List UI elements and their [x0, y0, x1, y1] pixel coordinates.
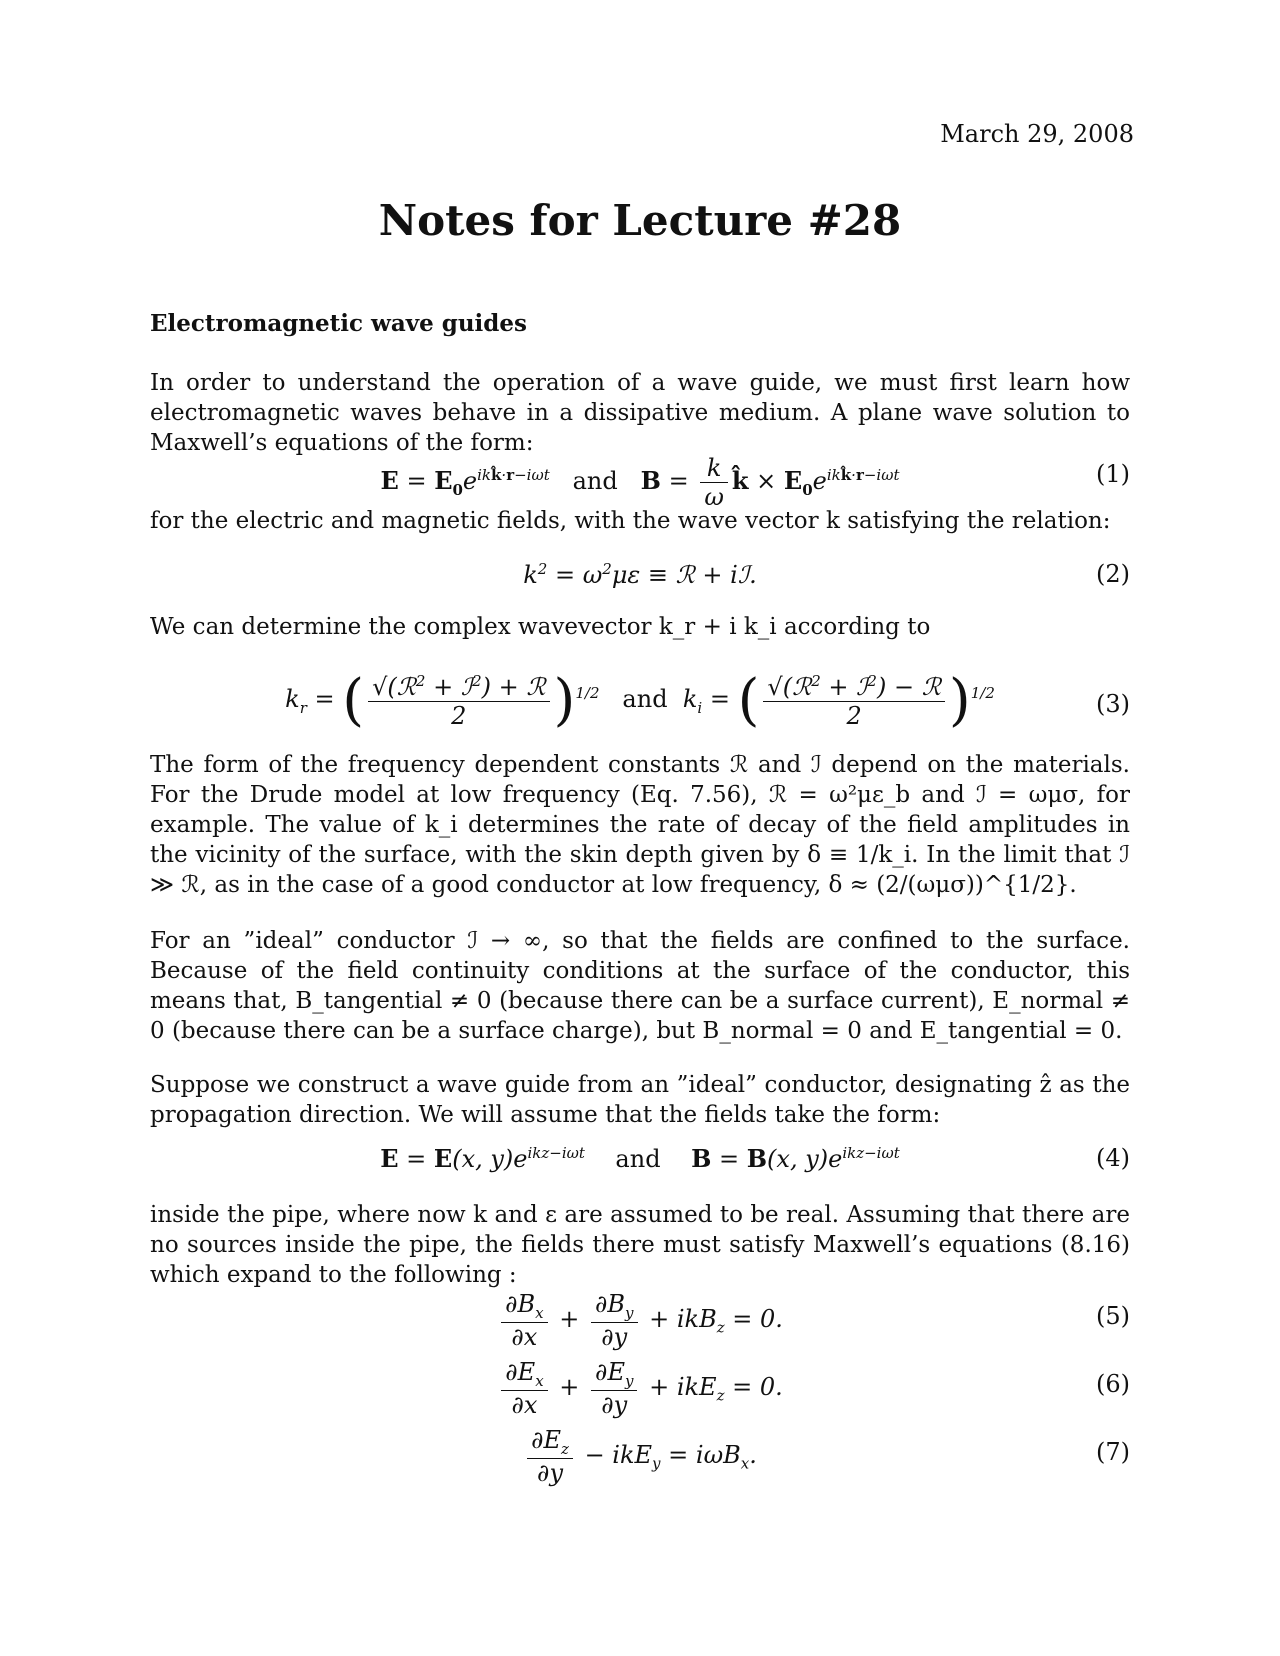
paragraph-6: Suppose we construct a wave guide from an ”ideal” conductor, designating ẑ as the propagation direction. We will assume that the fields take the form: [150, 1072, 1130, 1128]
equation-1 [150, 448, 1130, 511]
equation-4-number: (4) [1096, 1144, 1130, 1172]
equation-2-number: (2) [1096, 560, 1130, 588]
equation-2-body: $k^2 = \omega^2\mu\varepsilon$ ≡ ℛ + iℐ. [523, 560, 757, 589]
equation-7-number: (7) [1096, 1438, 1130, 1466]
paragraph-1: In order to understand the operation of a wave guide, we must first learn how electromagnetic waves behave in a dissipative medium. A plane wave solution to Maxwell’s equations of the form: [150, 370, 1130, 456]
equation-5-number: (5) [1096, 1302, 1130, 1330]
date: March 29, 2008 [940, 120, 1134, 148]
equation-2 [150, 556, 1130, 616]
paragraph-4: The form of the frequency dependent constants ℛ and ℐ depend on the materials. For the Drude model at low frequency (Eq. 7.56), ℛ = ω²με_b and ℐ = ωμσ, for example. The value of k_i determines the rate of decay of the field amplitudes in the vicinity of the surface, with the skin depth given by δ ≡ 1/k_i. In the limit that ℐ ≫ ℛ, as in the case of a good conductor at low frequency, δ ≈ (2/(ωμσ))^{1/2}. [150, 752, 1130, 898]
equation-4 [150, 1140, 1130, 1200]
equation-4-body: E = E(x, $y)e^{ikz-i\omega t}$ and B = B(x, $y)e^{ikz-i\omega t}$ [380, 1144, 900, 1173]
paragraph-5: For an ”ideal” conductor ℐ → ∞, so that the fields are confined to the surface. Because of the field continuity conditions at the surface of the conductor, this means that, B_tangential ≠ 0 (because there can be a surface current), E_normal ≠ 0 (because there can be a surface charge), but B_normal = 0 and E_tangential = 0. [150, 928, 1130, 1044]
equation-3-body: $k_r$ = ( $\frac{√(ℛ^2 + ℐ^2) + ℛ}{2}$ )$^{1/2}$ and $k_i$ = ( $\frac{√(ℛ^2 + ℐ^2) - ℛ}{2}$ )$^{1/2}$ [285, 668, 995, 733]
equation-1-number: (1) [1096, 460, 1130, 488]
equation-6-number: (6) [1096, 1370, 1130, 1398]
equation-3 [150, 668, 1130, 748]
equation-7 [150, 1426, 1130, 1490]
paragraph-7: inside the pipe, where now k and ε are assumed to be real. Assuming that there are no sources inside the pipe, the fields there must satisfy Maxwell’s equations (8.16) which expand to the following : [150, 1202, 1130, 1288]
equation-3-number: (3) [1096, 690, 1130, 718]
equation-5 [150, 1290, 1130, 1354]
equation-6 [150, 1358, 1130, 1422]
section-heading: Electromagnetic wave guides [150, 310, 527, 337]
equation-6-body: $\frac{\partial E_x}{\partial x}$ + $\frac{\partial E_y}{\partial y}$ + ikE$_z$ = 0. [150, 1358, 1130, 1419]
page-title: Notes for Lecture #28 [378, 196, 902, 245]
paragraph-3: We can determine the complex wavevector k_r + i k_i according to [150, 614, 931, 640]
equation-5-body: $\frac{\partial B_x}{\partial x}$ + $\frac{\partial B_y}{\partial y}$ + ikB$_z$ = 0. [150, 1290, 1130, 1351]
paragraph-2: for the electric and magnetic fields, with the wave vector k satisfying the relation: [150, 508, 1111, 534]
equation-1-body: $E = E_0e^{ikk̂\cdot r-i\omega t}$ and B = $\frac{k}{\omega}$ k̂ × $E_0e^{ikk̂\cdot r-i\omega t}$ [380, 454, 900, 511]
equation-7-body: $\frac{\partial E_z}{\partial y}$ − ikE$_y$ = iωB$_x$. [150, 1426, 1130, 1487]
